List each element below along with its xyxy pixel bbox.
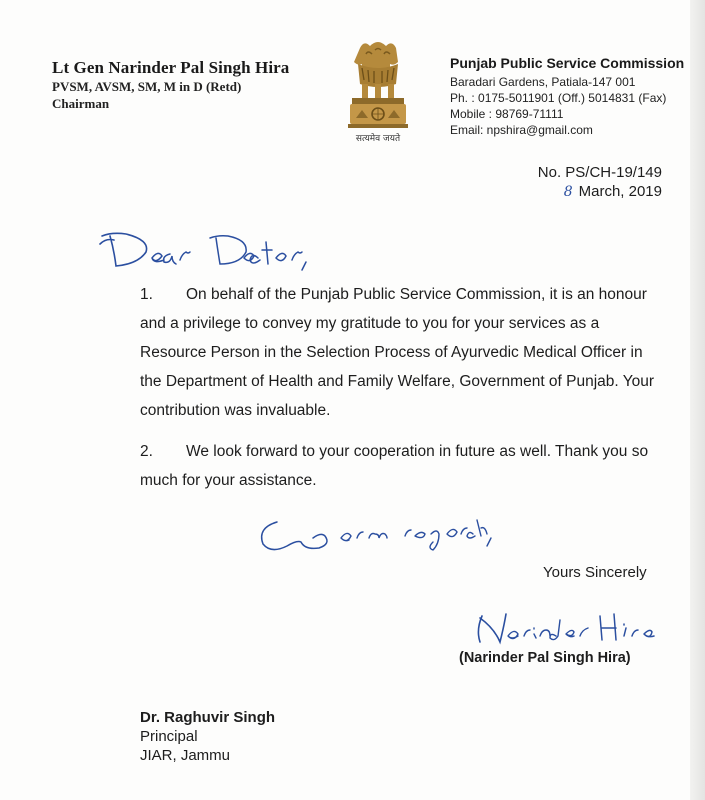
paragraph-1-text: On behalf of the Punjab Public Service Commission, it is an honour and a privilege to convey my gratitude to you for your services as a Resource Person in the Selection Process of Ayurvedic Medical Officer in the Department of Health and Family Welfare, Government of Punjab. Your contribution was invaluable. (140, 286, 655, 419)
sender-block (52, 58, 289, 112)
handwritten-signature (472, 606, 662, 648)
paragraph-2-text: We look forward to your cooperation in future as well. Thank you so much for your assistance. (140, 443, 649, 489)
organization-phone: Ph. : 0175-5011901 (Off.) 5014831 (Fax) (450, 91, 667, 105)
addressee-name: Dr. Raghuvir Singh (140, 709, 276, 726)
addressee-block (140, 708, 275, 765)
paragraph-1-number: 1. (140, 286, 153, 303)
organization-email: Email: npshira@gmail.com (450, 123, 593, 137)
sender-designation: Chairman (52, 96, 110, 111)
closing: Yours Sincerely (543, 564, 647, 581)
emblem-graphic (338, 40, 418, 132)
organization-mobile: Mobile : 98769-71111 (450, 107, 564, 121)
paragraph-2 (140, 437, 660, 495)
organization-block (450, 55, 684, 138)
letter-date (500, 183, 662, 200)
organization-address: Baradari Gardens, Patiala-147 001 (450, 75, 636, 89)
state-emblem-icon (338, 40, 418, 150)
handwritten-regards (255, 504, 500, 560)
addressee-designation: Principal (140, 728, 198, 745)
paragraph-2-number: 2. (140, 443, 153, 460)
paragraph-1 (140, 280, 660, 425)
organization-name: Punjab Public Service Commission (450, 55, 685, 71)
signed-name: (Narinder Pal Singh Hira) (459, 650, 631, 666)
sender-name: Lt Gen Narinder Pal Singh Hira (52, 58, 290, 77)
reference-block (500, 164, 662, 200)
sender-honours: PVSM, AVSM, SM, M in D (Retd) (52, 79, 242, 94)
emblem-motto: सत्यमेव जयते (355, 134, 401, 144)
reference-number: No. PS/CH-19/149 (537, 164, 662, 181)
addressee-institution: JIAR, Jammu (140, 747, 231, 764)
date-month-year: March, 2019 (578, 183, 662, 200)
page-edge-shadow (690, 0, 705, 800)
handwritten-day: 8 (563, 184, 573, 200)
handwritten-salutation (98, 228, 328, 278)
